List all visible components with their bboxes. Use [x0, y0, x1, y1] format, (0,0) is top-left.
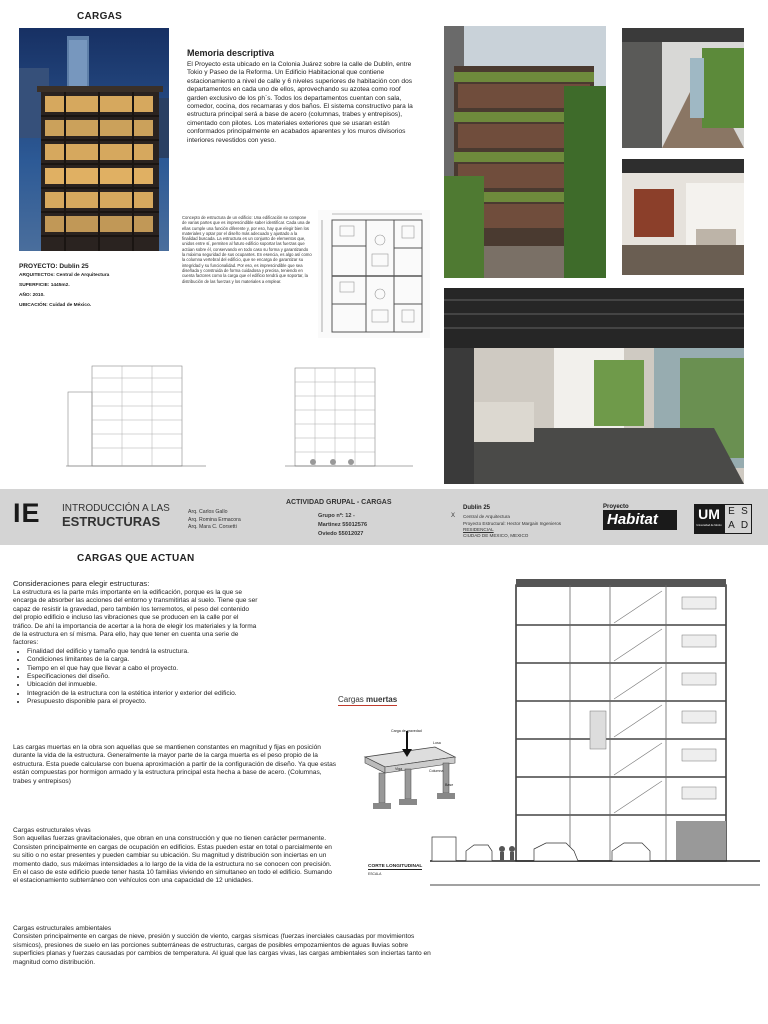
- diagram-label-columna: Columna: [429, 769, 444, 773]
- interior-photo-wide: [444, 288, 744, 484]
- elevation-drawing-1: [62, 362, 210, 472]
- memoria-heading: Memoria descriptiva: [187, 48, 275, 58]
- page-title: CARGAS: [77, 11, 123, 22]
- factor-item: • Presupuesto disponible para el proyecto.: [27, 698, 259, 706]
- diagram-label-gravity: Carga de gravedad: [391, 729, 422, 733]
- memoria-block: [187, 48, 413, 145]
- habitat-big: Habitat: [603, 510, 677, 530]
- diagram-label-base: Base: [445, 783, 454, 787]
- student-3: Arq. Mara C. Corsetti: [188, 524, 237, 530]
- project-name: PROYECTO: Dublin 25: [19, 263, 89, 270]
- x-mark: X: [451, 513, 456, 519]
- elevation-drawing-2: [285, 362, 415, 472]
- corridor-photo: [622, 28, 744, 148]
- muertas-text: Las cargas muertas en la obra son aquellas que se mantienen constantes en magnitud y fijas en posición durante la vida de la estructura. Generalmente la mayor parte de la carga muerta es el peso propio de la estructura. Esta puede calcularse con buena aproximación a partir de la configuración de diseño. Ya que estas están compuestas por hormigon armado y la estructura principal esta hecha a base de acero. (Columnas, trabes y entrepisos): [13, 744, 337, 785]
- facade-photo: [444, 26, 606, 278]
- esad-a: A: [728, 520, 735, 531]
- factor-item: • Ubicación del inmueble.: [27, 681, 259, 689]
- habitat-small: Proyecto: [603, 504, 629, 510]
- course-line2: ESTRUCTURAS: [62, 514, 161, 529]
- group-number: Grupo nº: 12 -: [318, 513, 355, 519]
- students-list: [188, 509, 241, 532]
- ambientales-block: [13, 925, 437, 967]
- ambientales-text: Consisten principalmente en cargas de nieve, presión y succión de viento, cargas sísmicas (fuerzas inerciales causadas por movimientos sísmicos), presiones de suelo en las porciones subterráneas de estructuras, cargas de posibles empozamientos de aguas lluvias sobre superficies planas y fuerzas causadas por cambios de temperatura. Al igual que las cargas vivas, las cargas ambientales son inciertas tanto en magnitud como distribución.: [13, 933, 431, 966]
- esad-e: E: [728, 506, 735, 517]
- factor-item: • Integración de la estructura con la estética interior y exterior del edificio.: [27, 690, 259, 698]
- concept-text: Concepto de estructura de un edificio: Una edificación se compone de varias partes que es imprescindible saber identificar. Cada una de ellas cumple una función diferente y, por eso, hay que elegir bien los materiales y optar por el diseño más adecuado y ajustado a la finalidad buscada. La estructura es un conjunto de elementos que, unidos entre sí, permiten al futuro edificio soportar las fuerzas que actúan sobre él, conservando en todo caso su forma y garantizando la máxima seguridad de sus ocupantes. En esencia, es algo así como la columna vertebral del edificio, que se encarga de garantizar su integridad y su funcionalidad. Por eso, es imprescindible que sea diseñada y construida de forma cuidadosa y precisa, teniendo en cuenta factores como la carga que el edificio tendrá que soportar, la distribución de las fuerzas y los materiales a emplear.: [182, 215, 312, 284]
- vivas-block: [13, 827, 337, 886]
- muertas-label-a: Cargas: [338, 695, 367, 704]
- factor-item: • Finalidad del edificio y tamaño que tendrá la estructura.: [27, 648, 259, 656]
- reference-title: Dublin 25: [463, 505, 491, 511]
- esad-d: D: [740, 520, 749, 531]
- cargas-title: CARGAS QUE ACTUAN: [77, 553, 195, 564]
- memoria-text: El Proyecto esta ubicado en la Colonia Juárez sobre la calle de Dublín, entre Tokio y Paseo de la Reforma. Un Edificio Habitacional que contiene estacionamiento a nivel de calle y 6 niveles superiores de habitación con dos departamentos en cada uno de ellos, aprovechando su azotea como roof garden exclusivo de los ph´s. Todos los departamentos cuentan con sala, comedor, cocina, dos recamaras y dos baños. El sistema constructivo para la estructura principal será a base de acero (columnas, trabes y entrepisos), cimentado con pilotes. Los materiales exteriores que se usaran están conformados principalmente en acabados aparentes y los muros divisorios interiores revestidos con yeso.: [187, 61, 413, 144]
- section-scale-label: ESCALA: [368, 872, 382, 876]
- um-logo: [694, 504, 724, 534]
- activity-title: ACTIVIDAD GRUPAL - CARGAS: [286, 499, 392, 506]
- reference-line-2: Proyecto Estructural: Hector Margain Ingenieros: [463, 521, 562, 526]
- member-2: Oviedo 55012027: [318, 531, 364, 537]
- esad-s: S: [741, 506, 748, 517]
- project-info: [19, 262, 169, 310]
- member-1: Martinez 55012576: [318, 522, 368, 528]
- diagram-label-viga: Viga: [395, 767, 403, 771]
- cargas-muertas-label: [338, 695, 397, 706]
- muertas-label-b: muertas: [366, 695, 398, 704]
- section-label: CORTE LONGITUDINAL: [368, 864, 423, 869]
- project-surface: SUPERFICIE: 1445m2.: [19, 283, 70, 288]
- floor-plan: [318, 210, 430, 338]
- considerations-text: La estructura es la parte más importante en la edificación, porque es la que se encarga de absorber las acciones del entorno y transmitirlas al suelo. Tiene que ser capaz de resistir la gravedad, pero también los terremotos, el peso del contenido del propio edificio e incluso las vibraciones que se producen en la calle por el tráfico. De ahí la importancia de acertar a la hora de elegir los materiales y la forma de la estructura en sí misma. Para ello, hay que tener en cuenta una serie de factores:: [13, 589, 258, 647]
- reference-line-3: RESIDENCIAL: [463, 527, 494, 532]
- reference-line-4: CIUDAD DE MEXICO, MEXICO: [463, 533, 529, 538]
- factor-item: • Condiciones limitantes de la carga.: [27, 656, 259, 664]
- um-subtitle: Universidad de Morón: [696, 524, 722, 527]
- project-year: AÑO: 2010.: [19, 293, 45, 298]
- vivas-heading: Cargas estructurales vivas: [13, 827, 91, 834]
- vivas-text: Son aquellas fuerzas gravitacionales, que obran en una construcción y que no tienen carácter permanente. Consisten principalmente en cargas de ocupación en edificios. Estas pueden estar en total o parcialmente en su sitio o no estar presentes y pueden cambiar su ubicación. Su magnitud y distribución son inciertas en un momento dado, sus máximas intensidades a lo largo de la vida de la estructura no se conocen con precisión. En el caso de este edificio puede tener hasta 10 familias viviendo en simultaneo en todo el edificio. Sumando el estacionamiento subterráneo con vehículos con una capacidad de 12 unidades.: [13, 835, 332, 885]
- factor-item: • Tiempo en el que hay que llevar a cabo el proyecto.: [27, 665, 259, 673]
- course-line1: INTRODUCCIÓN A LAS: [62, 503, 170, 514]
- esad-logo: [724, 504, 752, 534]
- habitat-logo: [603, 504, 677, 534]
- building-night-photo: [19, 28, 169, 251]
- project-location: UBICACIÓN: Cuidad de México.: [19, 303, 92, 308]
- considerations-heading: Consideraciones para elegir estructuras:: [13, 579, 150, 588]
- ambientales-heading: Cargas estructurales ambientales: [13, 925, 112, 932]
- interior-photo-small: [622, 159, 744, 275]
- course-name: [62, 503, 170, 529]
- group-info: [318, 512, 367, 539]
- factors-list: [13, 648, 259, 707]
- diagram-label-losa: Losa: [433, 741, 441, 745]
- um-text: UM: [698, 506, 720, 522]
- considerations-block: [13, 579, 259, 707]
- ie-logo: IE: [13, 498, 41, 528]
- student-2: Arq. Romina Ermacora: [188, 516, 241, 523]
- student-1: Arq. Carlos Gallo: [188, 509, 228, 515]
- project-architects: ARQUITECTOs: Central de Arquitectura: [19, 273, 110, 278]
- reference-block: [463, 503, 593, 539]
- factor-item: • Especificaciones del diseño.: [27, 673, 259, 681]
- reference-line-1: Central de Arquitectura: [463, 514, 510, 519]
